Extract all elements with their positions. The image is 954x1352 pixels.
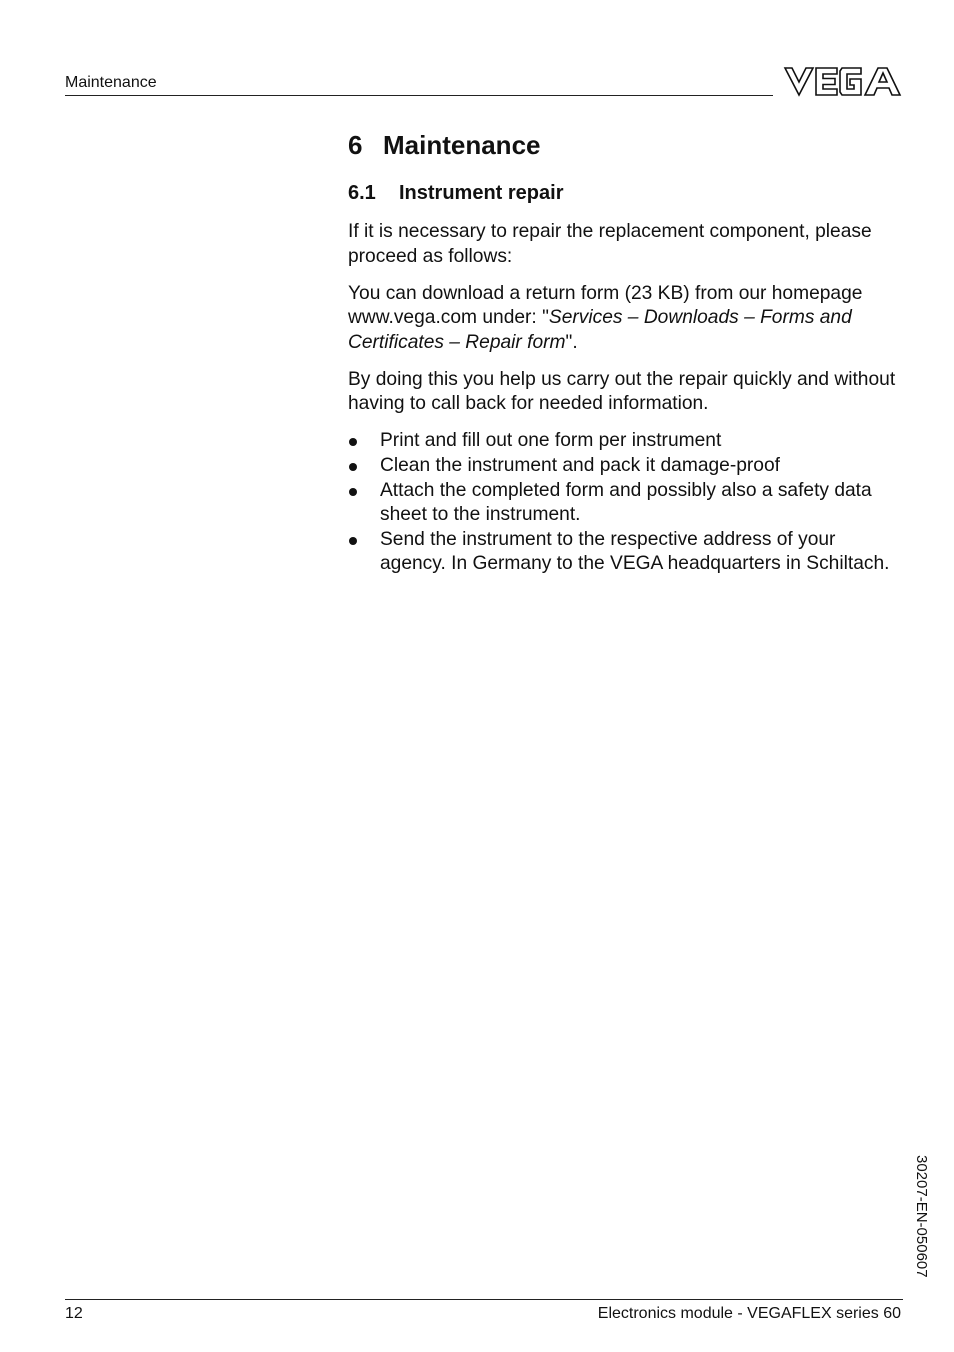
chapter-title: Maintenance (383, 130, 541, 160)
download-paragraph (348, 282, 904, 356)
section-heading (348, 180, 563, 206)
download-text-end: ". (565, 331, 578, 353)
bullet-icon (349, 488, 357, 496)
section-title: Instrument repair (399, 182, 564, 204)
running-header: Maintenance (65, 74, 157, 91)
list-item (348, 528, 904, 577)
download-text: You can download a return form (23 KB) from our homepage www.vega.com under: " (348, 282, 863, 329)
list-item (348, 454, 904, 479)
page-number: 12 (65, 1305, 83, 1322)
chapter-heading (348, 128, 541, 162)
download-path: Services – Downloads – Forms and Certificates – Repair form (348, 307, 852, 353)
footer-title: Electronics module - VEGAFLEX series 60 (597, 1305, 901, 1322)
intro-paragraph: If it is necessary to repair the replacement component, please proceed as follows: (348, 221, 872, 267)
body-content (348, 220, 904, 577)
list-item (348, 429, 904, 454)
vega-logo (783, 62, 903, 100)
list-item (348, 479, 904, 528)
footer-divider (65, 1299, 903, 1300)
list-item-text: Print and fill out one form per instrument (380, 430, 722, 452)
chapter-number: 6 (348, 130, 363, 160)
bullet-icon (349, 537, 357, 545)
benefit-paragraph: By doing this you help us carry out the repair quickly and without having to call back for needed information. (348, 368, 896, 415)
document-code: 30207-EN-050607 (913, 1155, 930, 1278)
repair-steps-list (348, 429, 904, 577)
header-divider (65, 95, 773, 96)
section-number: 6.1 (348, 182, 376, 204)
bullet-icon (349, 463, 357, 471)
bullet-icon (349, 438, 357, 446)
list-item-text: Clean the instrument and pack it damage-proof (380, 454, 780, 476)
list-item-text: Attach the completed form and possibly also a safety data sheet to the instrument. (380, 479, 872, 526)
list-item-text: Send the instrument to the respective address of your agency. In Germany to the VEGA headquarters in Schiltach. (380, 528, 890, 575)
